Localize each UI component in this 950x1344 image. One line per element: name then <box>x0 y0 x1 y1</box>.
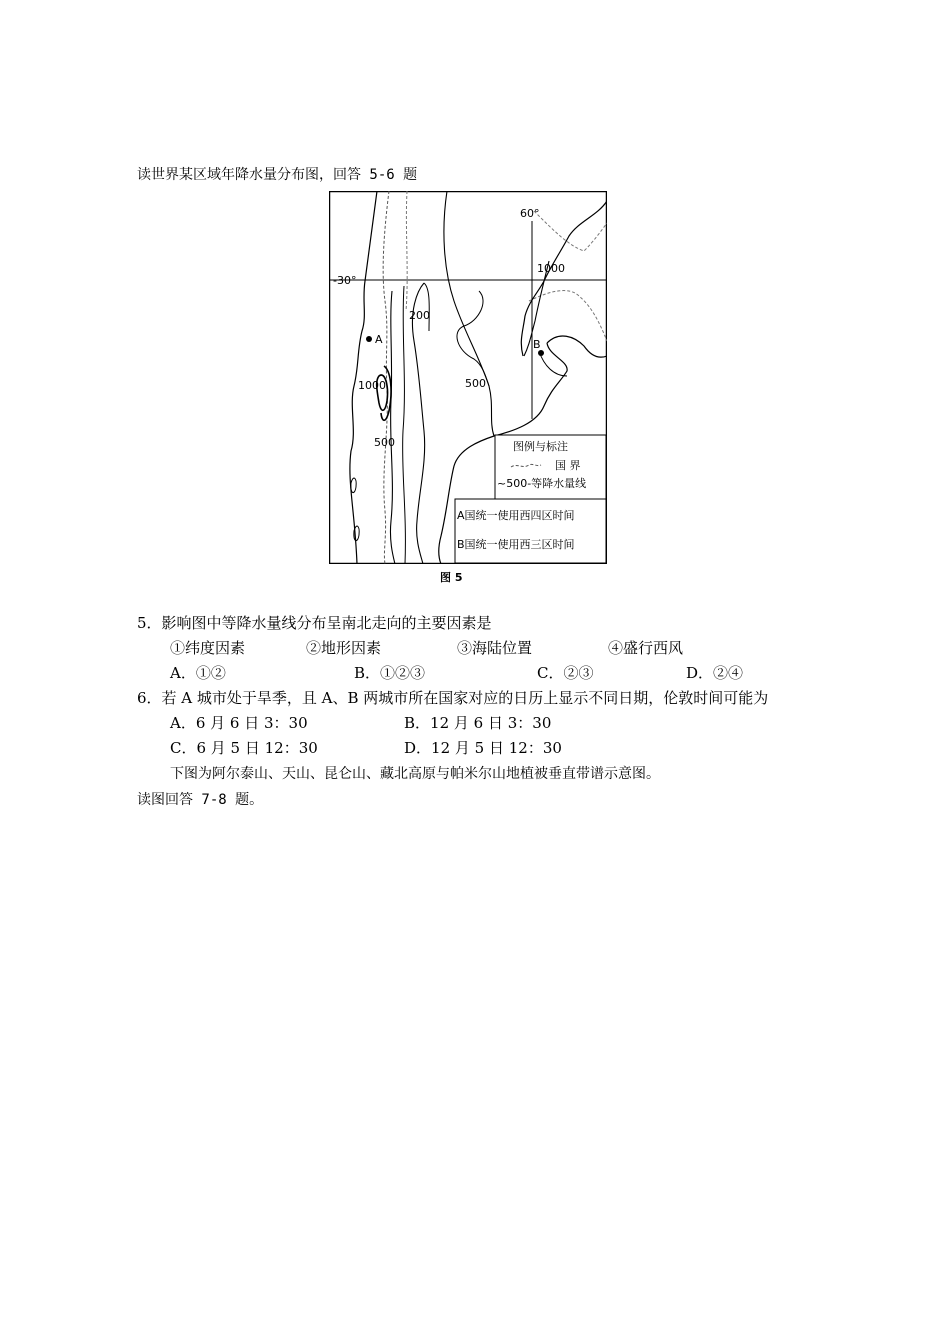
isoline-label-200: 200 <box>409 309 430 322</box>
intro-q5-6: 读世界某区域年降水量分布图，回答 5-6 题 <box>137 167 418 183</box>
intro-q7-8-line2: 读图回答 7-8 题。 <box>137 792 264 808</box>
city-b-label: B <box>533 338 541 351</box>
longitude-60-label: 60° <box>520 207 540 220</box>
legend-title: 图例与标注 <box>513 440 568 453</box>
intro-q7-8-line1: 下图为阿尔泰山、天山、昆仑山、藏北高原与帕米尔山地植被垂直带谱示意图。 <box>170 766 660 782</box>
q5-stem: 5．影响图中等降水量线分布呈南北走向的主要因素是 <box>137 614 492 632</box>
city-a-label: A <box>375 333 383 346</box>
isoline-label-500-mid: 500 <box>465 377 486 390</box>
q5-factor-4: ④盛行西风 <box>608 639 684 657</box>
isoline-label-500-left: 500 <box>374 436 395 449</box>
legend-isoline-label: ~500-等降水量线 <box>497 477 587 490</box>
q6-option-a: A．6 月 6 日 3：30 <box>170 714 308 732</box>
q6-option-d: D．12 月 5 日 12：30 <box>404 739 562 757</box>
q6-stem: 6．若 A 城市处于旱季，且 A、B 两城市所在国家对应的日历上显示不同日期，伦敦时间可能为 <box>137 689 769 707</box>
q5-factor-3: ③海陆位置 <box>457 639 533 657</box>
q5-factor-2: ②地形因素 <box>306 639 382 657</box>
precipitation-map <box>329 191 607 564</box>
q5-factor-1: ①纬度因素 <box>170 639 246 657</box>
city-a-marker <box>366 336 372 342</box>
q5-option-a: A．①② <box>170 664 226 682</box>
q5-option-b: B．①②③ <box>354 664 426 682</box>
q6-option-c: C．6 月 5 日 12：30 <box>170 739 318 757</box>
isoline-label-1000-top: 1000 <box>537 262 565 275</box>
q6-option-b: B．12 月 6 日 3：30 <box>404 714 552 732</box>
isoline-label-1000-left: 1000 <box>358 379 386 392</box>
note-b: B国统一使用西三区时间 <box>457 538 575 551</box>
legend-border-label: 国 界 <box>555 459 581 472</box>
note-a: A国统一使用西四区时间 <box>457 509 575 522</box>
figure-caption: 图 5 <box>440 571 463 584</box>
q5-option-d: D．②④ <box>686 664 744 682</box>
latitude-30-label: -30° <box>333 274 357 287</box>
q5-option-c: C．②③ <box>537 664 594 682</box>
